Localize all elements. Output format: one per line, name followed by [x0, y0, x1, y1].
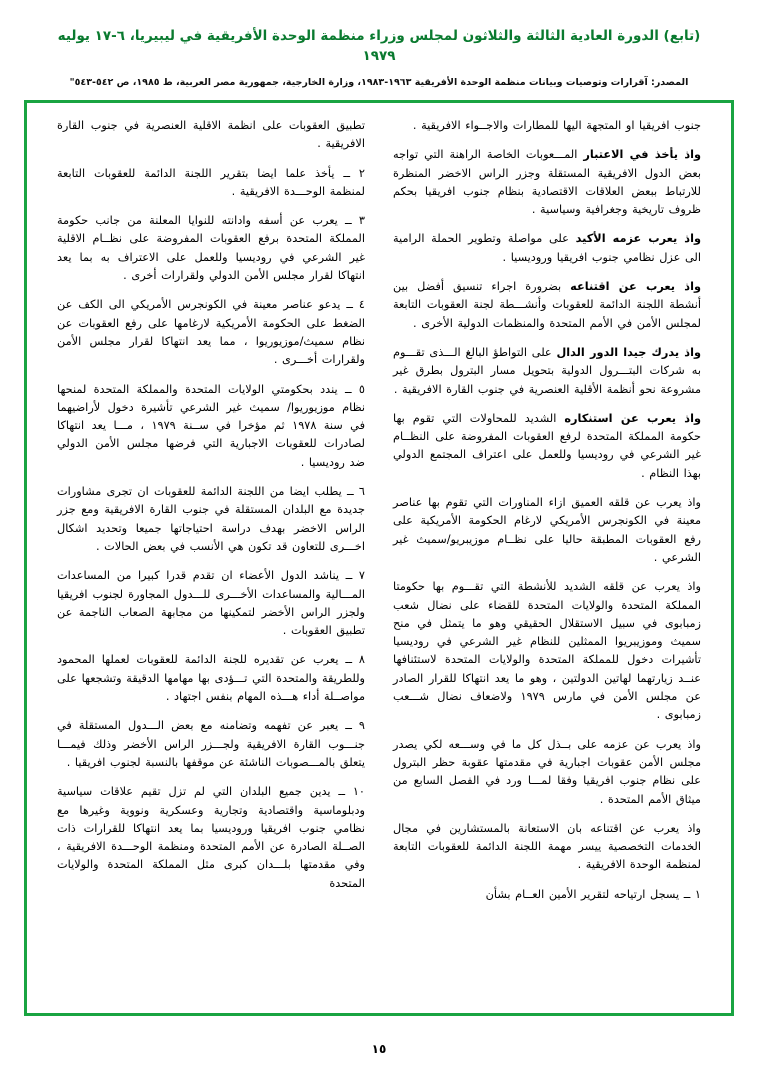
page-header	[0, 0, 758, 90]
paragraph-lead: واذ يعرب عن اقتناعه	[570, 280, 701, 294]
paragraph-text: واذ يعرب عن عزمه على بــذل كل ما في وســـعه لكي يصدر مجلس الأمن عقوبات اجبارية في مقدمتها عقوبة حظر البترول على نظام جنوب افريقيا وفقا لمـــا ورد في الفصل السابع من ميثاق الأمم المتحدة .	[393, 737, 701, 806]
paragraph-text: ٢ ــ يأخذ علما ايضا بتقرير اللجنة الدائمة للعقوبات التابعة لمنظمة الوحـــدة الافريقية .	[57, 166, 365, 198]
paragraph	[57, 296, 365, 369]
paragraph-text: المـــعوبات الخاصة الراهنة التي تواجه بعض الدول الافريقية المستقلة وجزر الراس الاخضر المنظرة للارتباط ببعض العلاقات الاقتصادية بنظام جنوب افريقيا بحكم ظروف تاريخية وجغرافية وسياسية .	[393, 148, 701, 217]
paragraph	[393, 410, 701, 483]
page-number: ١٥	[371, 1042, 387, 1056]
paragraph	[57, 212, 365, 285]
paragraph-text: ١ ــ يسجل ارتياحه لتقرير الأمين العــام بشأن	[485, 887, 701, 901]
paragraph-text: الشديد للمحاولات التي تقوم بها حكومة المملكة المتحدة لرفع العقوبات المفروضة على النظــام غير الشرعي في روديسيا وللعمل على اعتراف المجتمع الدولي بهذا النظام .	[393, 411, 701, 480]
paragraph-text: بضرورة اجراء تنسيق أفضل بين أنشطة اللجنة الدائمة للعقوبات وأنشـــطة لجنة العقوبات التابعة لمجلس الأمن في الأمم المتحدة والمنظمات الدولية الأخرى .	[393, 280, 701, 330]
paragraph-text: ٩ ــ يعبر عن تفهمه وتضامنه مع بعض الـــدول المستقلة في جنـــوب القارة الافريقية ولجـــزر الراس الأخضر وذلك فيمـــا يتعلق بالمـــصوبات الناشئة عن موقفها بالنسبة لجنوب افريقيا .	[57, 719, 365, 769]
paragraph	[393, 230, 701, 267]
column-left	[43, 117, 379, 1003]
paragraph	[57, 717, 365, 772]
paragraph	[393, 578, 701, 724]
paragraph-text: تطبيق العقوبات على انظمة الاقلية العنصرية في جنوب القارة الافريقية .	[57, 119, 365, 151]
paragraph	[393, 494, 701, 567]
paragraph	[393, 736, 701, 809]
paragraph	[393, 886, 701, 904]
source-note: المصدر: آقرارات وتوصيات وبيانات منظمة الوحدة الأفريقية ١٩٦٣-١٩٨٣، وزارة الخارجية، جمهورية مصر العربية، ط ١٩٨٥، ص ٥٤٢-٥٤٣"	[69, 76, 689, 88]
content-frame	[24, 100, 734, 1016]
paragraph	[393, 146, 701, 219]
paragraph	[57, 783, 365, 893]
column-right	[379, 117, 715, 1003]
paragraph	[57, 117, 365, 154]
paragraph-text: واذ يعرب عن قلقه العميق ازاء المناورات التي تقوم بها عناصر معينة في الكونجرس الأمريكي لارغام الحكومة الأمريكية على رفع العقوبات المطبقة حاليا على نظــام موزيبريو/سميث غير الشرعي .	[393, 496, 701, 564]
paragraph-lead: واذ يعرب عزمه الأكيد	[575, 232, 702, 246]
paragraph-text: ١٠ ــ يدين جميع البلدان التي لم تزل تقيم علاقات سياسية ودبلوماسية واقتصادية وتجارية وعسكرية ونووية وغيرها مع نظامي جنوب افريقيا وروديسيا بما يعد انتهاكا للقرارات ذات الصــلة الصادرة عن الأمم المتحدة ومنظمة الوحـــدة الافريقية ، وفي مقدمتها بلـــدان كبرى مثل المملكة المتحدة والولايات المتحدة	[57, 785, 365, 890]
paragraph	[57, 483, 365, 556]
paragraph	[393, 117, 701, 135]
paragraph-text: على مواصلة وتطوير الحملة الرامية الى عزل نظامي جنوب افريقيا وروديسيا .	[393, 232, 701, 264]
paragraph-lead: واذ يأخذ في الاعتبار	[583, 148, 702, 162]
paragraph-text: ٧ ــ يناشد الدول الأعضاء ان تقدم قدرا كبيرا من المساعدات المـــالية والمساعدات الأخـــرى للـــدول المجاورة لجنوب افريقيا ولجزر الراس الأخضر لتمكينها من مجابهة الصعاب الناجمة عن تطبيق العقوبات .	[57, 569, 365, 638]
paragraph	[57, 165, 365, 202]
page-title: (تابع) الدورة العادية الثالثة والثلاثون لمجلس وزراء منظمة الوحدة الأفريقية في ليبيريا، ٦-١٧ يوليه ١٩٧٩	[57, 28, 701, 65]
paragraph-text: واذ يعرب عن اقتناعه بان الاستعانة بالمستشارين في مجال الخدمات التخصصية ييسر مهمة اللجنة الدائمة للعقوبات التابعة لمنظمة الوحدة الافريقية .	[393, 821, 701, 872]
paragraph	[393, 344, 701, 399]
paragraph-lead: واذ يعرب عن استنكاره	[564, 411, 701, 425]
paragraph-text: ٨ ــ يعرب عن تقديره للجنة الدائمة للعقوبات لعملها المحمود وللطريقة والمتحدة التي تـــؤدى بها مهامها الدقيقة وتشجعها على مواصــلة أداء هـــذه المهام بنفس اجتهاد .	[57, 653, 365, 704]
paragraph-text: ٥ ــ يندد بحكومتي الولايات المتحدة والمملكة المتحدة لمنحها نظام موزيوريوا/ سميث غير الشرعي تأشيرة دخول لأراضيهما في سنة ١٩٧٨ ثم مؤخرا في ســنة ١٩٧٩ ، مـــا يعد انتهاكا لصادرات للعقوبات الاجبارية التي فرضها مجلس الأمن الدولي ضد روديسيا .	[57, 382, 365, 469]
paragraph-text: ٤ ــ يدعو عناصر معينة في الكونجرس الأمريكي الى الكف عن الضغط على الحكومة الأمريكية لارغامها على رفع العقوبات عن نظام سميث/موزيوريوا ، مما يعد انتهاكا لقرار مجلس الأمن ولقرارات أخـــرى .	[57, 298, 365, 367]
paragraph-text: ٣ ــ يعرب عن أسفه وادانته للنوايا المعلنة من جانب حكومة المملكة المتحدة برفع العقوبات المفروضة على نظــام الاقلية غير الشرعي في روديسيا وللعمل على الاعتراف به بما يعد انتهاكا لقرار مجلس الأمن الدولي ولقرارات أخرى .	[57, 214, 365, 283]
paragraph-text: جنوب افريقيا او المتجهة اليها للمطارات والاجــواء الافريقية .	[412, 119, 701, 132]
paragraph	[57, 567, 365, 640]
paragraph-lead: واذ يدرك جيدا الدور الدال	[556, 345, 701, 359]
paragraph	[393, 820, 701, 875]
paragraph	[57, 381, 365, 472]
paragraph-text: ٦ ــ يطلب ايضا من اللجنة الدائمة للعقوبات ان تجرى مشاورات جديدة مع البلدان المستقلة في جنوب القارة الافريقية ومع جزر الراس الاخضر بهدف دراسة احتياجاتها جميعا وتحديد اشكال اخـــرى للتعاون قد تكون هي الأنسب في بعض الحالات .	[57, 485, 365, 553]
paragraph-text: على التواطؤ البالغ الـــذى تقـــوم به شركات البتـــرول الدولية بتحويل مسار البترول بطرق غير مشروعة نحو أنظمة الأقلية العنصرية في جنوب القارة الافريقية .	[393, 345, 701, 396]
two-column-layout	[27, 103, 731, 1013]
paragraph	[393, 278, 701, 333]
paragraph-text: واذ يعرب عن قلقه الشديد للأنشطة التي تقـــوم بها حكومتا المملكة المتحدة والولايات المتحدة للقضاء على نضال شعب زمبابوى في سبيل الاستقلال الحقيقي وهو ما يتمثل في منح سميث وموزيبريوا الممثلين للنظام غير الشرعي في روديسيا تأشيرات دخول للمملكة المتحدة والولايات المتحدة لاستئنافها عنــد زيارتهما لهاتين الدولتين ، وهو ما يعد انتهاكا للقرار الصادر عن مجلس الأمن في مارس ١٩٧٩ ولاضعاف نضال شـــعب زمبابوى .	[393, 580, 701, 722]
paragraph	[57, 651, 365, 706]
